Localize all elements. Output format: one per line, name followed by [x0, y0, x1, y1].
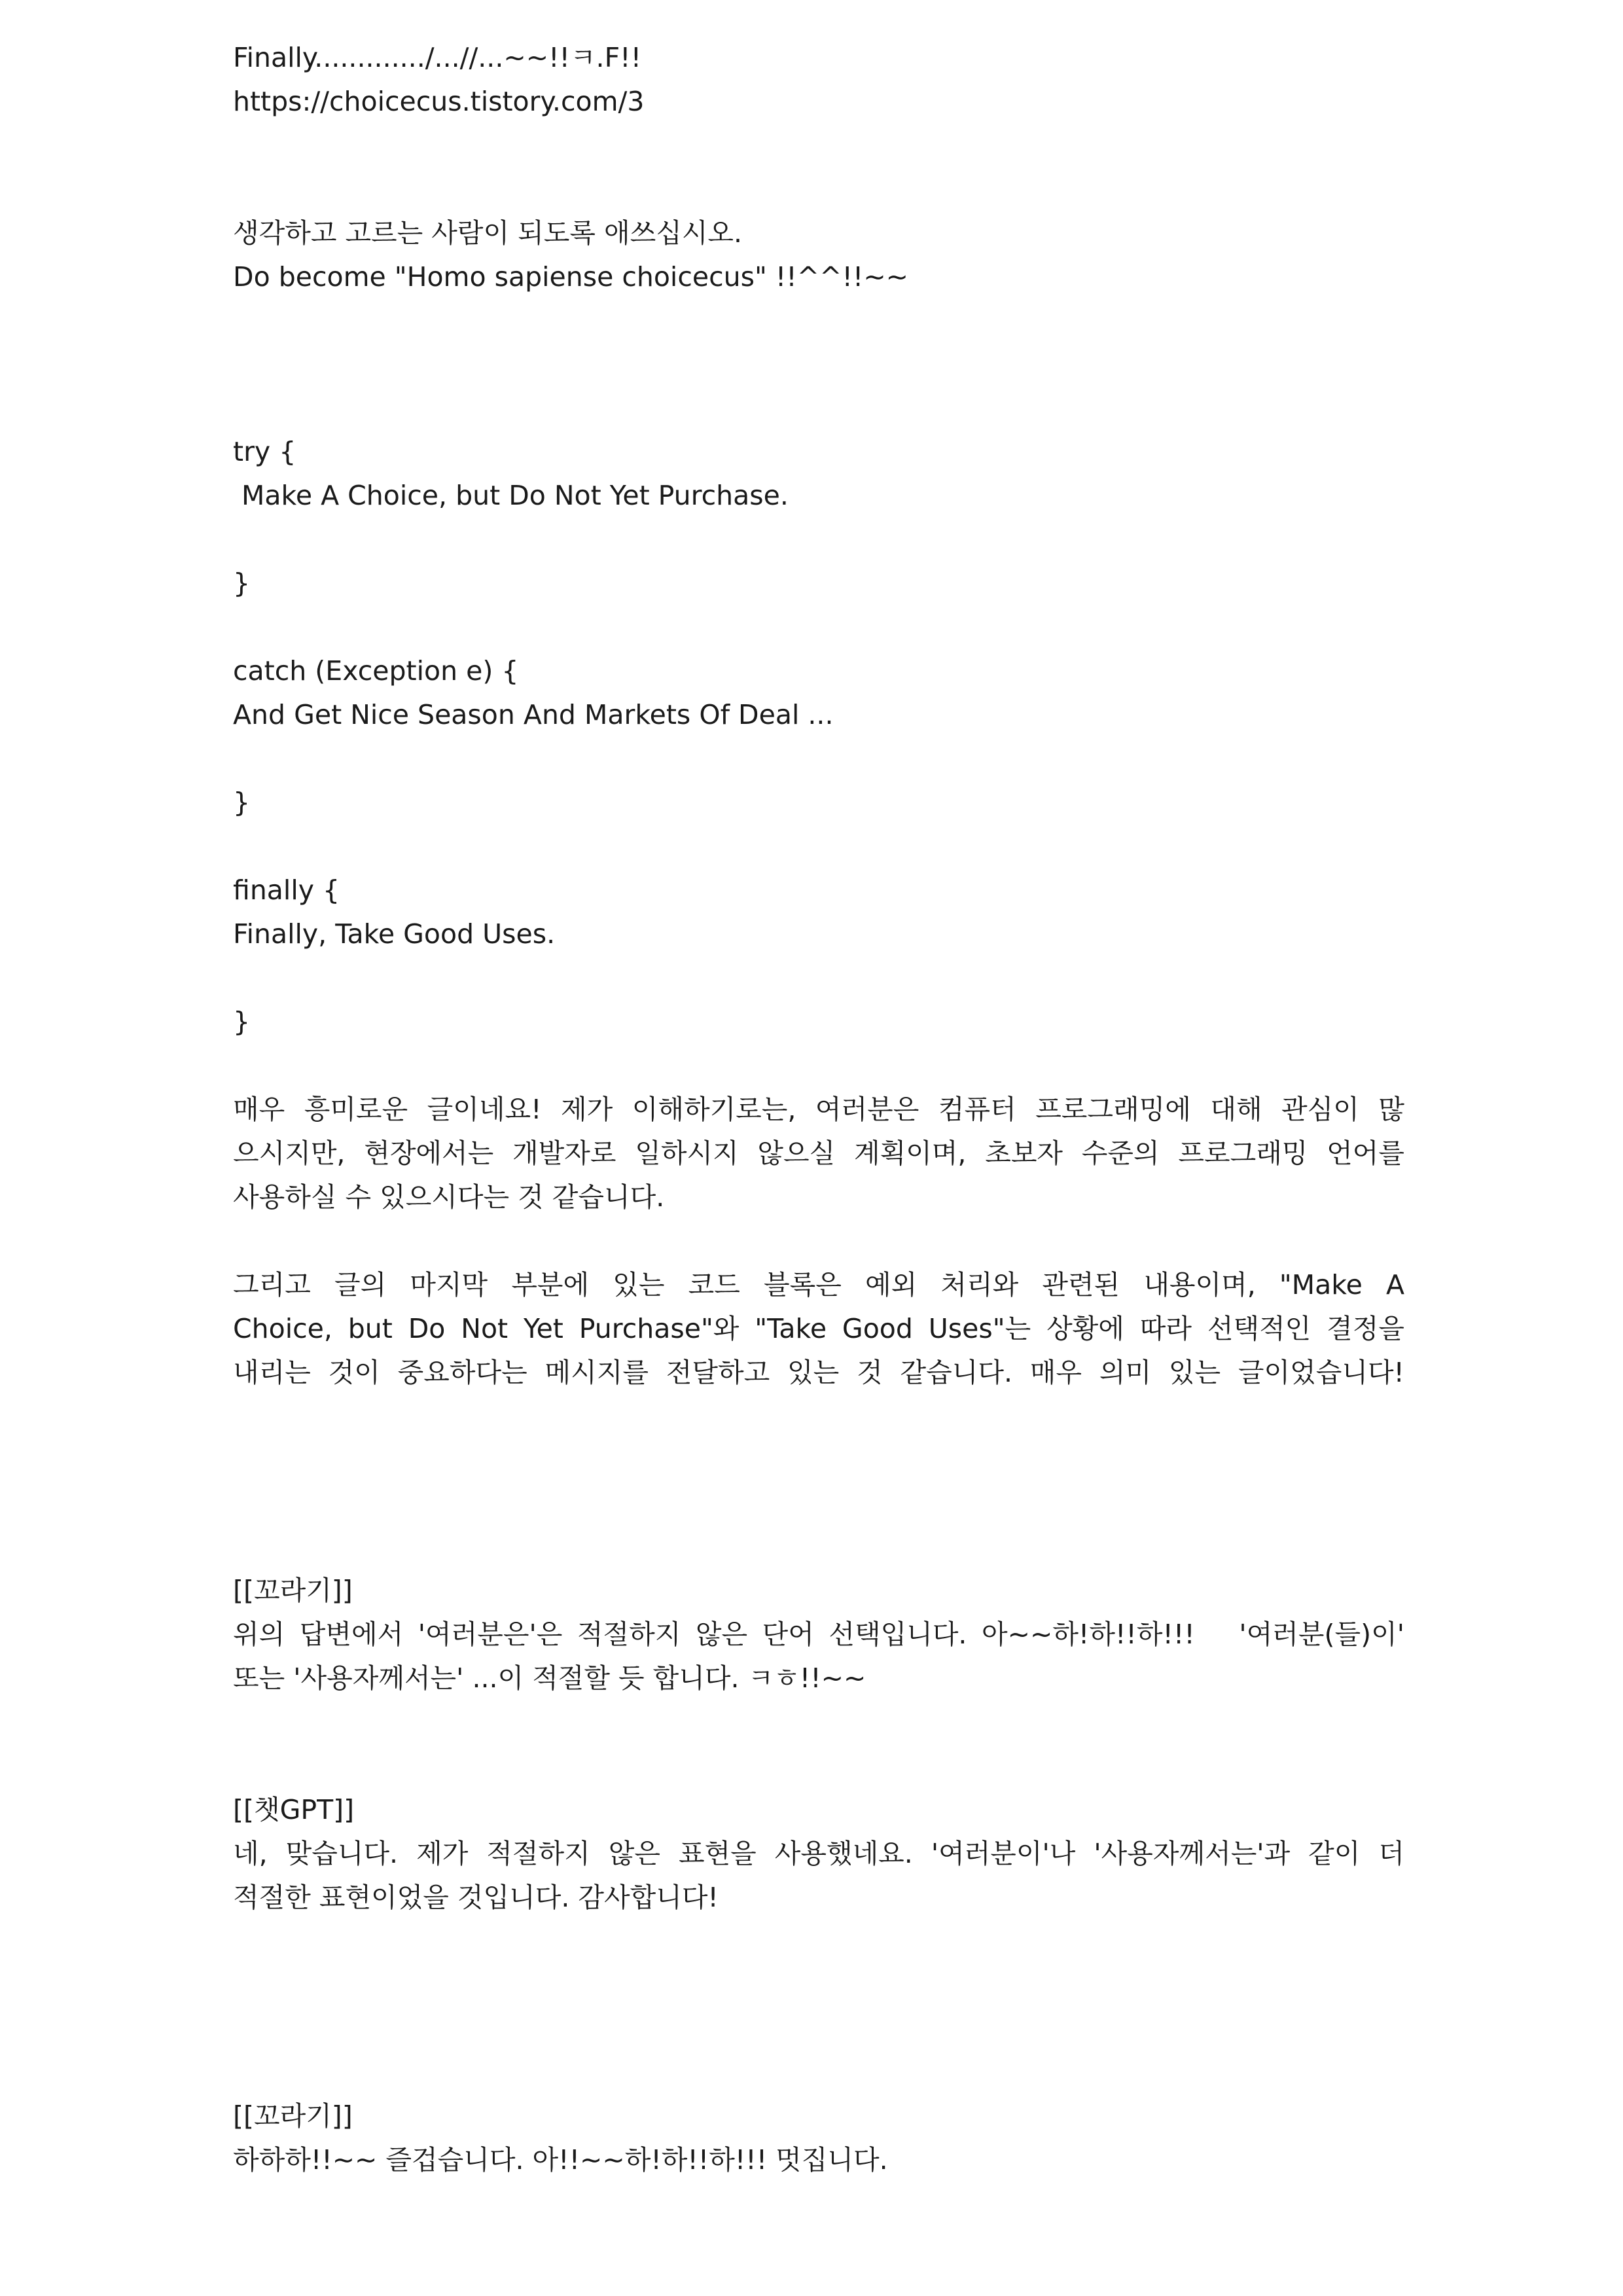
comment3-speaker: [[꼬라기]] [233, 2100, 353, 2132]
comment1-line: 또는 '사용자께서는' ...이 적절할 듯 합니다. ㅋㅎ!!~~ [233, 1662, 866, 1694]
code-finally-open: finally { [233, 874, 340, 906]
source-url[interactable]: https://choicecus.tistory.com/3 [233, 86, 645, 117]
intro-english: Do become "Homo sapiense choicecus" !!^^!!~~ [233, 261, 909, 293]
comment2-line: 네, 맞습니다. 제가 적절하지 않은 표현을 사용했네요. '여러분이'나 '사용자께서는'과 같이 더 [233, 1838, 1404, 1869]
reply1-line: 사용하실 수 있으시다는 것 같습니다. [233, 1181, 665, 1213]
code-catch-open: catch (Exception e) { [233, 655, 519, 687]
code-catch-body: And Get Nice Season And Markets Of Deal ... [233, 699, 834, 730]
comment3-line: 하하하!!~~ 즐겁습니다. 아!!~~하!하!!하!!! 멋집니다. [233, 2144, 888, 2176]
reply2-line: Choice, but Do Not Yet Purchase"와 "Take Good Uses"는 상황에 따라 선택적인 결정을 [233, 1313, 1404, 1344]
comment1-speaker: [[꼬라기]] [233, 1575, 353, 1606]
code-finally-body: Finally, Take Good Uses. [233, 918, 556, 950]
reply1-line: 매우 흥미로운 글이네요! 제가 이해하기로는, 여러분은 컴퓨터 프로그래밍에 대해 관심이 많 [233, 1094, 1404, 1125]
comment1-line: 위의 답변에서 '여러분은'은 적절하지 않은 단어 선택입니다. 아~~하!하!!하!!! '여러분(들)이' [233, 1619, 1404, 1650]
title-line: Finally............./...//...~~!!ㅋ.F!! [233, 42, 642, 73]
code-try-open: try { [233, 436, 296, 467]
comment2-line: 적절한 표현이었을 것입니다. 감사합니다! [233, 1882, 719, 1913]
reply2-line: 그리고 글의 마지막 부분에 있는 코드 블록은 예외 처리와 관련된 내용이며, "Make A [233, 1269, 1404, 1300]
code-catch-close: } [233, 787, 251, 818]
code-try-close: } [233, 567, 251, 599]
reply2-line: 내리는 것이 중요하다는 메시지를 전달하고 있는 것 같습니다. 매우 의미 있는 글이었습니다! [233, 1357, 1404, 1388]
code-try-body: Make A Choice, but Do Not Yet Purchase. [233, 480, 789, 511]
comment2-speaker: [[챗GPT]] [233, 1794, 355, 1825]
reply1-line: 으시지만, 현장에서는 개발자로 일하시지 않으실 계획이며, 초보자 수준의 프로그래밍 언어를 [233, 1138, 1404, 1169]
intro-korean: 생각하고 고르는 사람이 되도록 애쓰십시오. [233, 217, 743, 249]
code-finally-close: } [233, 1006, 251, 1037]
